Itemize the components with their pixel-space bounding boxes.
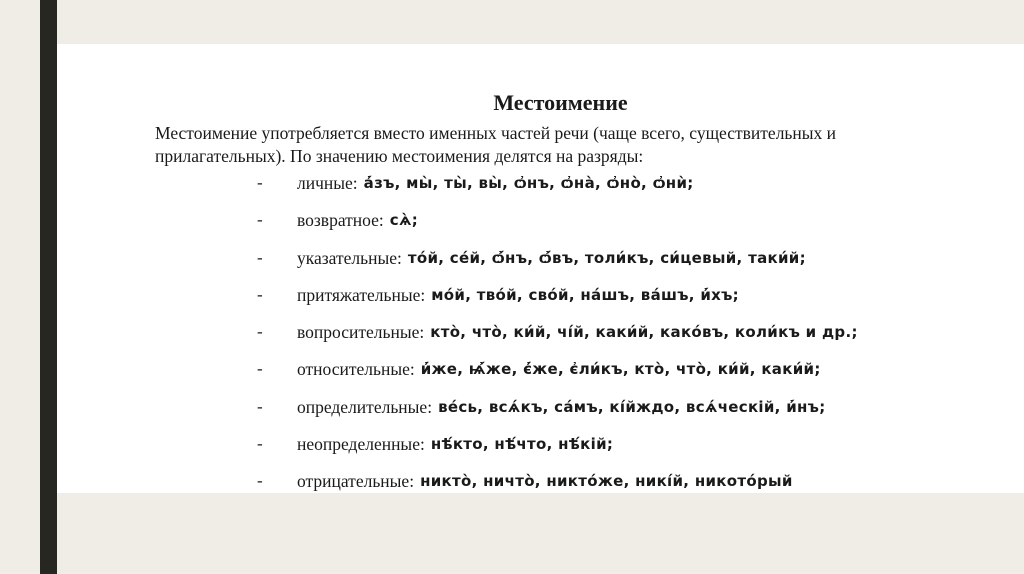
category-examples: то́й, се́й, ѻ҆́нъ, ѻ҆́въ, толи́къ, си́цевый, таки́й; xyxy=(407,248,806,267)
list-item xyxy=(257,284,957,321)
category-label: притяжательные: xyxy=(297,284,426,305)
category-examples: мо́й, тво́й, сво́й, на́шъ, ва́шъ, и҆́хъ; xyxy=(431,285,739,304)
category-label: неопределенные: xyxy=(297,434,425,455)
category-examples: и҆́же, ѩ҆́же, є҆́же, є҆ли́къ, кто̀, что̀, ки́й, каки́й; xyxy=(420,360,821,379)
left-accent-bar xyxy=(40,0,57,574)
bullet-dash: - xyxy=(257,284,263,304)
list-item xyxy=(257,433,957,470)
category-label: отрицательные: xyxy=(297,471,415,492)
category-label: относительные: xyxy=(297,359,415,380)
list-item xyxy=(257,247,957,284)
bullet-dash: - xyxy=(257,471,263,491)
list-item xyxy=(257,358,957,395)
category-examples: а҆́зъ, мы̀, ты̀, вы̀, ѻ҆нъ, ѻ҆на̀, ѻ҆но̀, ѻ҆нѝ; xyxy=(363,174,694,192)
pronoun-categories-list xyxy=(257,172,957,508)
category-examples: нѣ́кто, нѣ́что, нѣ́кій; xyxy=(430,435,614,454)
category-label: возвратное: xyxy=(297,210,384,231)
bullet-dash: - xyxy=(257,396,263,416)
bullet-dash: - xyxy=(257,322,263,342)
category-label: определительные: xyxy=(297,396,433,417)
bullet-dash: - xyxy=(257,434,263,454)
list-item xyxy=(257,470,957,507)
intro-paragraph: Местоимение употребляется вместо именных частей речи (чаще всего, существительных и прилагательных). По значению местоимения делятся на разряды: xyxy=(155,123,837,166)
bullet-dash: - xyxy=(257,247,263,267)
bullet-dash: - xyxy=(257,210,263,230)
slide-title: Местоимение xyxy=(493,90,628,115)
list-item xyxy=(257,209,957,246)
slide-content xyxy=(57,44,1024,493)
category-label: указательные: xyxy=(297,247,402,268)
category-examples: ве́сь, всѧ́къ, са́мъ, кі́йждо, всѧ́ческій, и҆́нъ; xyxy=(438,397,826,416)
category-label: вопросительные: xyxy=(297,322,425,343)
category-examples: никто̀, ничто̀, никто́же, никі́й, никото́рый xyxy=(420,472,793,491)
list-item xyxy=(257,321,957,358)
bullet-dash: - xyxy=(257,359,263,379)
list-item xyxy=(257,172,957,209)
category-examples: сѧ̀; xyxy=(389,211,419,230)
list-item xyxy=(257,396,957,433)
category-label: личные: xyxy=(297,173,358,193)
bullet-dash: - xyxy=(257,173,263,192)
category-examples: кто̀, что̀, ки́й, чі́й, каки́й, како́въ, коли́къ и др.; xyxy=(430,323,858,342)
